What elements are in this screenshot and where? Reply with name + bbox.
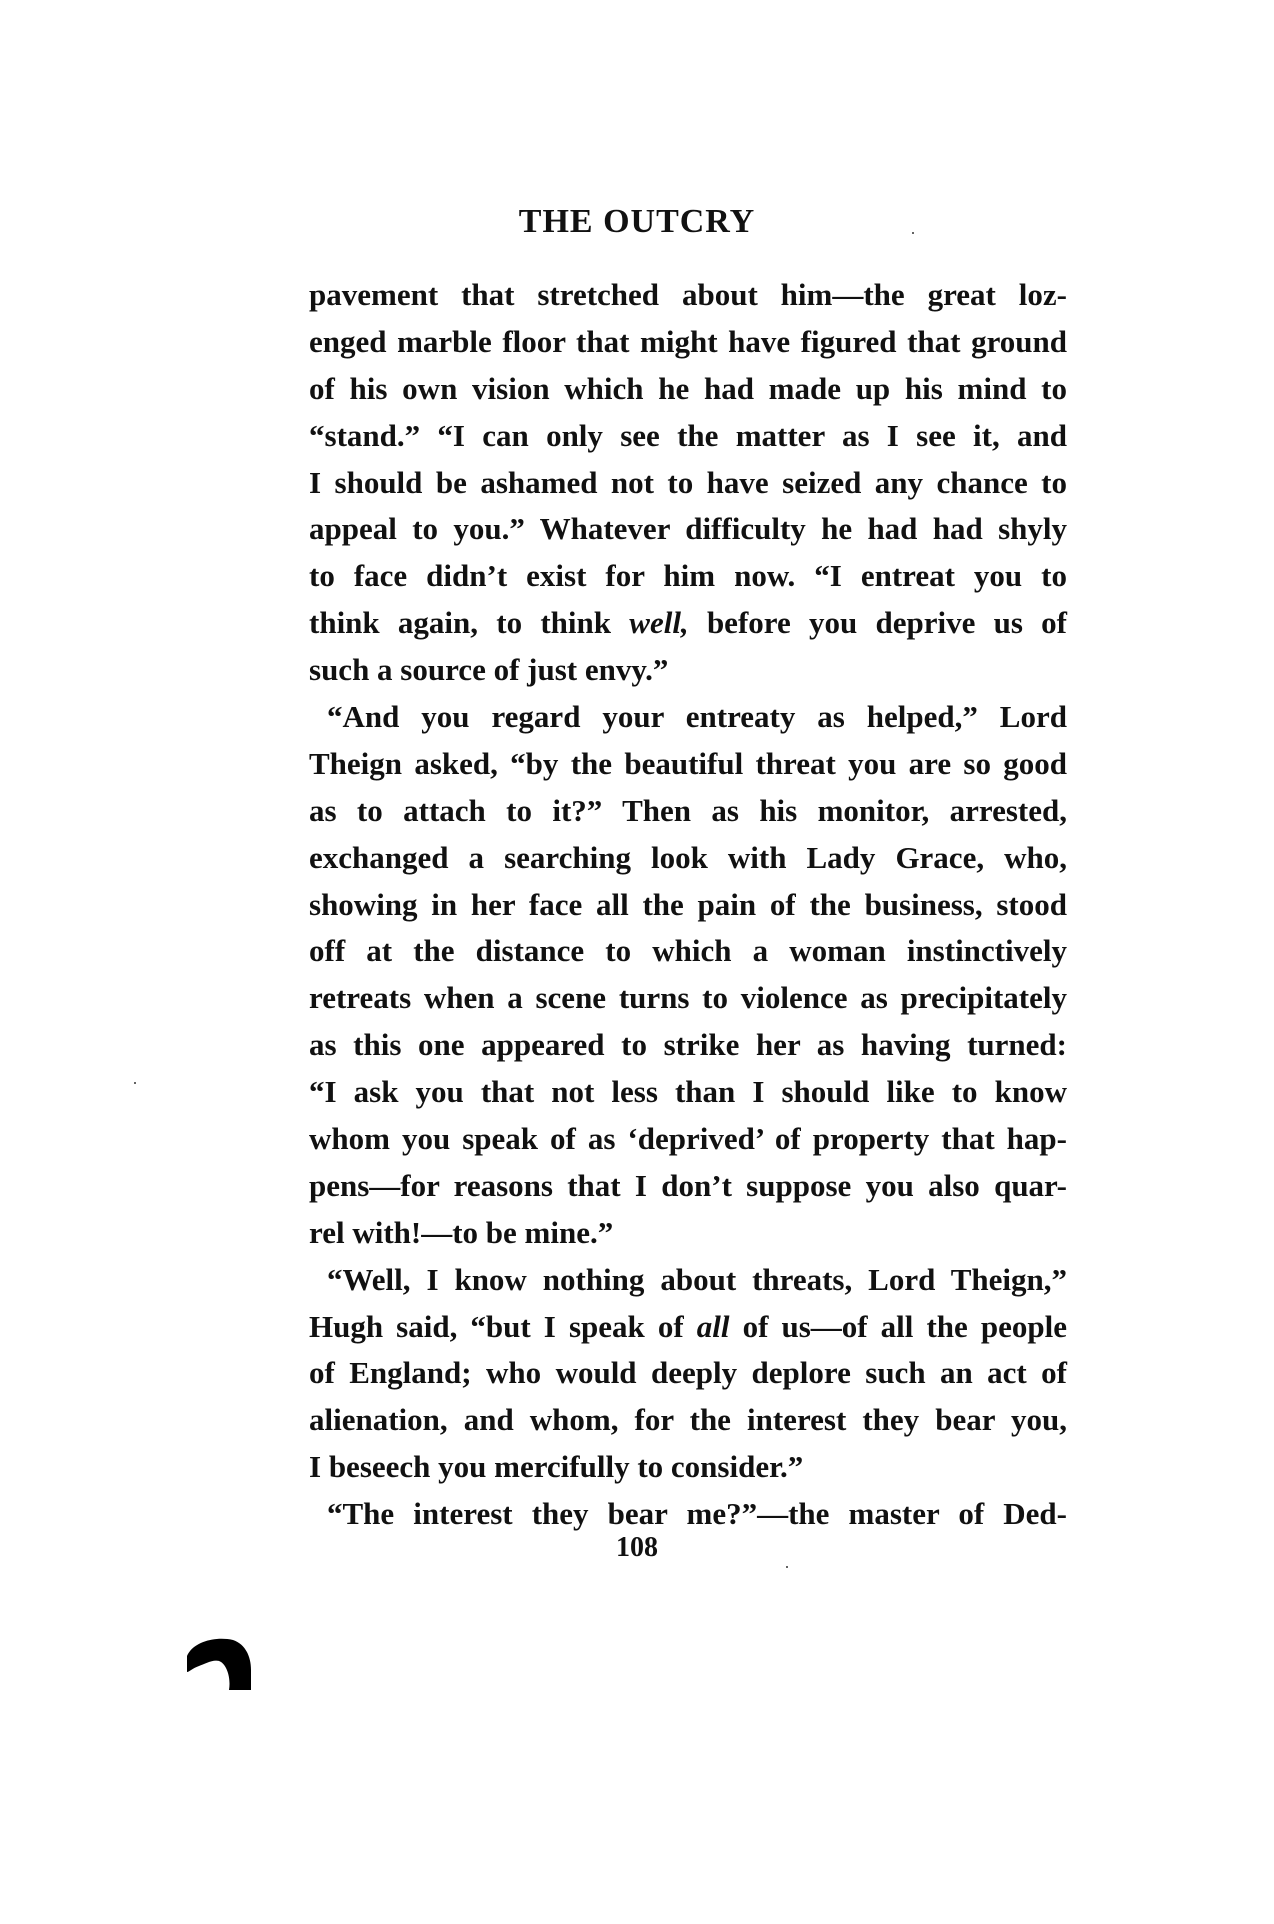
text-line: whom you speak of as ‘deprived’ of property that hap- [309,1121,1067,1157]
text-segment: before you deprive us of [688,605,1067,641]
text-line: enged marble floor that might have figured that ground [309,323,1067,359]
text-line: of his own vision which he had made up his mind to [309,370,1067,406]
italic-word: well, [629,605,689,641]
running-head: THE OUTCRY [518,203,756,240]
text-line: retreats when a scene turns to violence as precipitately [309,980,1067,1016]
scan-speck [912,232,914,234]
text-line: of England; who would deeply deplore such an act of [309,1355,1067,1391]
text-line: as this one appeared to strike her as having turned: [309,1027,1067,1063]
text-line: rel with!—to be mine.” [309,1214,614,1250]
text-line: I beseech you mercifully to consider.” [309,1449,804,1485]
text-line: off at the distance to which a woman instinctively [309,933,1067,969]
text-line [309,600,1067,647]
text-line: “The interest they bear me?”—the master of Ded- [327,1496,1067,1532]
text-segment: think again, to think [309,605,630,641]
text-line [309,1304,1067,1351]
text-line: showing in her face all the pain of the business, stood [309,886,1067,922]
text-line: exchanged a searching look with Lady Grace, who, [309,839,1067,875]
italic-word: all [696,1308,730,1344]
text-line: as to attach to it?” Then as his monitor, arrested, [309,792,1067,828]
text-line: appeal to you.” Whatever difficulty he had had shyly [309,511,1067,547]
scan-speck [134,1082,136,1084]
text-line: alienation, and whom, for the interest they bear you, [309,1402,1067,1438]
page-number: 108 [616,1532,658,1563]
text-line: such a source of just envy.” [309,652,669,688]
text-line: to face didn’t exist for him now. “I entreat you to [309,558,1067,594]
body-text [309,272,1067,1538]
text-line: “Well, I know nothing about threats, Lord Theign,” [327,1261,1067,1297]
text-line: Theign asked, “by the beautiful threat you are so good [309,745,1067,781]
text-line: “stand.” “I can only see the matter as I see it, and [309,417,1067,453]
text-segment: Hugh said, “but I speak of [309,1308,697,1344]
text-segment: of us—of all the people [729,1308,1067,1344]
text-line: pens—for reasons that I don’t suppose you also quar- [309,1167,1067,1203]
text-line: pavement that stretched about him—the great loz- [309,277,1067,312]
scan-smudge [185,1636,255,1690]
scan-speck [786,1566,788,1568]
text-line: I should be ashamed not to have seized any chance to [309,464,1067,500]
text-line: “I ask you that not less than I should like to know [309,1074,1067,1110]
text-line: “And you regard your entreaty as helped,” Lord [327,699,1067,735]
